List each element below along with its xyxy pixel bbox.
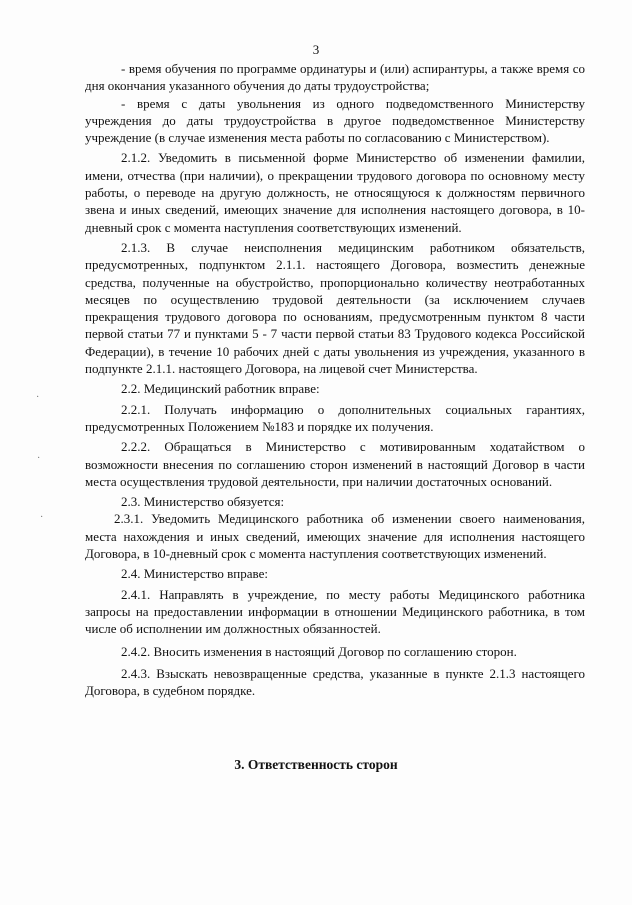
section-heading: 3. Ответственность сторон bbox=[234, 757, 398, 772]
paragraph: 2.2.2. Обращаться в Министерство с мотивированным ходатайством о возможности внесения по соглашению сторон изменений в настоящий Договор в части места осуществления трудовой деятельности, при наличии достаточных оснований. bbox=[85, 439, 585, 489]
scan-speck: · bbox=[37, 453, 41, 464]
paragraph: - время обучения по программе ординатуры и (или) аспирантуры, а также время со дня окончания указанного обучения до даты трудоустройства; bbox=[85, 61, 585, 94]
paragraph: 2.2. Медицинский работник вправе: bbox=[121, 381, 320, 397]
page-number: 3 bbox=[312, 42, 320, 57]
paragraph: 2.4.2. Вносить изменения в настоящий Договор по соглашению сторон. bbox=[121, 643, 517, 659]
paragraph: - время с даты увольнения из одного подведомственного Министерству учреждения до даты трудоустройства в другое подведомственное Министерству учреждение (в случае изменения места работы по согласованию с Министерством). bbox=[85, 95, 585, 146]
scan-speck: · bbox=[40, 512, 44, 523]
paragraph: 2.1.3. В случае неисполнения медицинским работником обязательств, предусмотренных, подпунктом 2.1.1. настоящего Договора, возместить денежные средства, полученные на обустройство, пропорционально количеству неотработанных месяцев по осуществлению трудовой деятельности (за исключением случаев прекращения трудового договора по основаниям, предусмотренным пунктом 8 части первой статьи 77 и пунктами 5 - 7 части первой статьи 83 Трудового кодекса Российской Федерации), в течение 10 рабочих дней с даты увольнения из учреждения, указанного в подпункте 2.1.1. настоящего Договора, на лицевой счет Министерства. bbox=[85, 239, 585, 377]
paragraph: 2.3.1. Уведомить Медицинского работника об изменении своего наименования, места нахождения и иных сведений, имеющих значение для исполнения настоящего Договора, в 10-дневный срок с момента наступления соответствующих изменений. bbox=[85, 511, 585, 562]
scan-speck: · bbox=[36, 392, 40, 403]
paragraph: 2.1.2. Уведомить в письменной форме Министерство об изменении фамилии, имени, отчества (при наличии), о прекращении трудового договора по основному месту работы, о переводе на другую должность, не относящуюся к должностям первичного звена и иных сведений, имеющих значение для исполнения настоящего договора, в 10-дневный срок с момента наступления соответствующих изменений. bbox=[85, 150, 585, 235]
document-body bbox=[85, 60, 585, 699]
paragraph: 2.2.1. Получать информацию о дополнительных социальных гарантиях, предусмотренных Положением №183 и порядке их получения. bbox=[85, 401, 585, 434]
paragraph: 2.4.3. Взыскать невозвращенные средства, указанные в пункте 2.1.3 настоящего Договора, в судебном порядке. bbox=[85, 665, 585, 699]
paragraph: 2.4.1. Направлять в учреждение, по месту работы Медицинского работника запросы на предоставлении информации в отношении Медицинского работника, в том числе об исполнении им должностных обязанностей. bbox=[85, 586, 585, 637]
paragraph: 2.3. Министерство обязуется: bbox=[121, 494, 285, 510]
paragraph: 2.4. Министерство вправе: bbox=[121, 566, 268, 582]
